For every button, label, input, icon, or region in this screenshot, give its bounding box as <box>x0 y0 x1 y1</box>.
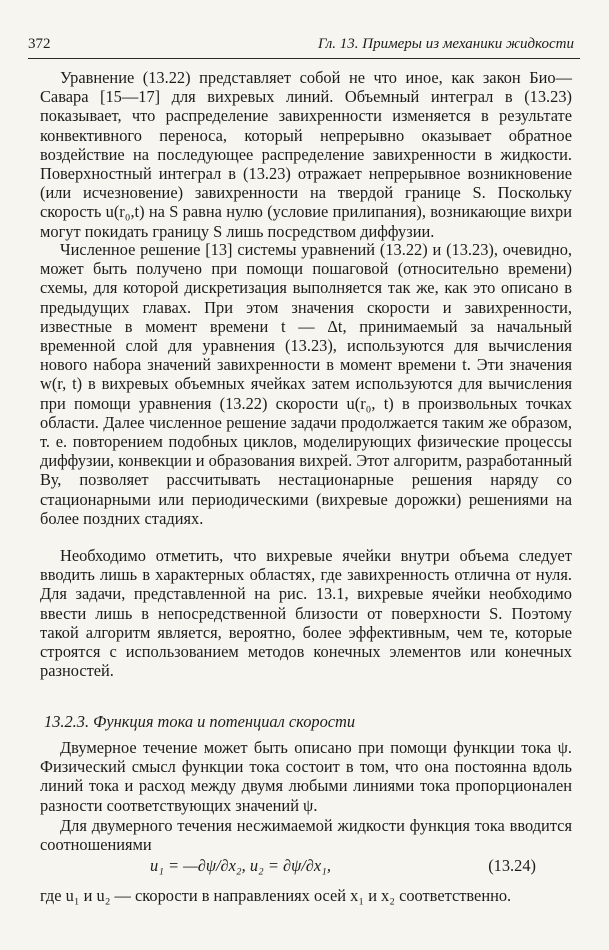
equation-number: (13.24) <box>488 856 536 875</box>
equation-13-24 <box>150 856 572 878</box>
equation-expression: u₁ = —∂ψ/∂x₂, u₂ = ∂ψ/∂x₁, <box>150 856 331 875</box>
closing-line: где u₁ и u₂ — скорости в направлениях осей x₁ и x₂ соответственно. <box>40 886 512 905</box>
paragraph-numerical-solution: Численное решение [13] системы уравнений (13.22) и (13.23), очевидно, может быть получено при помощи пошаговой (относительно времени) схемы, для которой дискретизация выполняется так же, как это описано в предыдущих главах. При этом значения скорости и завихренности, известные в момент времени t — Δt, принимаемый за начальный временной слой для уравнения (13.23), используются для вычисления нового набора значений завихренности в момент времени t. Эти значения w(r, t) в вихревых объемных ячейках затем используются для вычисления при помощи уравнения (13.22) скорости u(r₀, t) в произвольных точках области. Далее численное решение задачи продолжается таким же образом, т. е. повторением подобных циклов, моделирующих физические процессы диффузии, конвекции и образования вихрей. Этот алгоритм, разработанный Ву, позволяет рассчитывать нестационарные решения наряду со стационарными или периодическими (вихревые дорожки) решениями на более поздних стадиях. <box>40 240 572 528</box>
section-title: 13.2.3. Функция тока и потенциал скорости <box>44 712 356 731</box>
running-header <box>28 36 580 59</box>
paragraph-biot-savart: Уравнение (13.22) представляет собой не что иное, как закон Био—Савара [15—17] для вихревых линий. Объемный интеграл в (13.23) показывает, что распределение завихренности изменяется в результате конвективного переноса, который непрерывно оказывает обратное воздействие на последующее распределение завихренности в жидкости. Поверхностный интеграл в (13.23) отражает непрерывное возникновение (или исчезновение) завихренности на твердой границе S. Поскольку скорость u(r₀,t) на S равна нулю (условие прилипания), возникающие вихри могут покидать границу S лишь посредством диффузии. <box>40 68 572 241</box>
paragraph-vortex-cells: Необходимо отметить, что вихревые ячейки внутри объема следует вводить лишь в характерных областях, где завихренность отлична от нуля. Для задачи, представленной на рис. 13.1, вихревые ячейки необходимо ввести лишь в непосредственной близости от поверхности S. Поэтому такой алгоритм является, вероятно, более эффективным, чем те, которые строятся с использованием методов конечных элементов или конечных разностей. <box>40 546 572 681</box>
paragraph-stream-function: Двумерное течение может быть описано при помощи функции тока ψ. Физический смысл функции тока состоит в том, что она постоянна вдоль линий тока и расход между двумя любыми линиями тока пропорционален разности соответствующих значений ψ. <box>40 738 572 815</box>
page-number: 372 <box>28 36 51 52</box>
paragraph-incompressible: Для двумерного течения несжимаемой жидкости функция тока вводится соотношениями <box>40 816 572 855</box>
chapter-title: Гл. 13. Примеры из механики жидкости <box>317 36 574 52</box>
